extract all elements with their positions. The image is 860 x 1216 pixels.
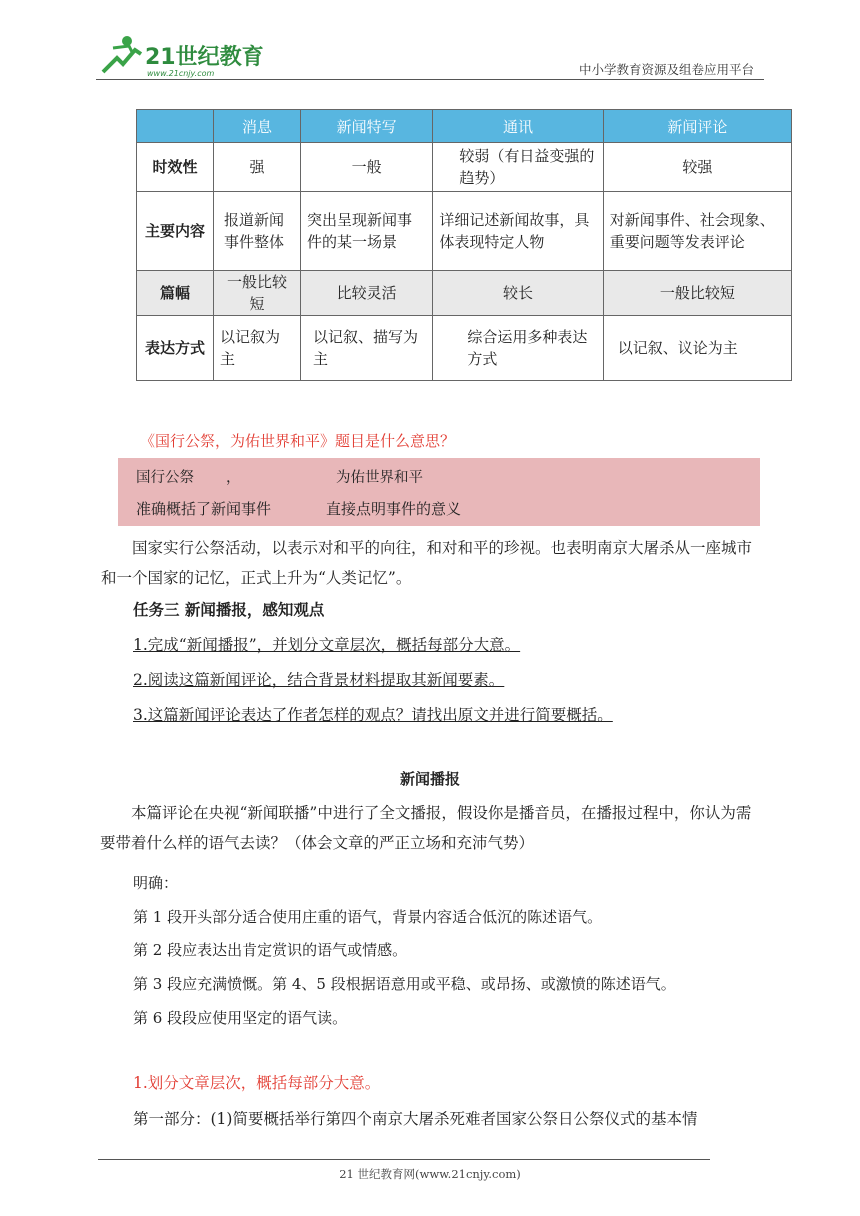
news-genre-table [136, 109, 792, 381]
footer-divider [98, 1159, 710, 1160]
table-cell: 以记叙为主 [214, 316, 301, 381]
table-cell: 以记叙、议论为主 [603, 316, 791, 381]
row-heading: 时效性 [137, 143, 214, 192]
header-divider [96, 79, 764, 80]
answer-box [118, 458, 760, 526]
table-cell: 比较灵活 [301, 271, 433, 316]
task-item: 2.阅读这篇新闻评论，结合背景材料提取其新闻要素。 [133, 671, 505, 689]
answer-comma: ， [226, 470, 241, 486]
paragraph: 第一部分：(1)简要概括举行第四个南京大屠杀死难者国家公祭日公祭仪式的基本情 [133, 1110, 698, 1128]
footer-text: 21 世纪教育网(www.21cnjy.com) [339, 1167, 521, 1181]
table-cell: 一般比较短 [603, 271, 791, 316]
table-cell: 一般 [301, 143, 433, 192]
table-cell: 一般比较短 [214, 271, 301, 316]
explanation-line: 第 3 段应充满愤慨。第 4、5 段根据语意用或平稳、或昂扬、或激愤的陈述语气。 [133, 975, 676, 993]
table-row [137, 192, 792, 271]
table-header-cell: 新闻评论 [603, 110, 791, 143]
explanation-line: 第 1 段开头部分适合使用庄重的语气，背景内容适合低沉的陈述语气。 [133, 908, 603, 926]
table-cell: 突出呈现新闻事件的某一场景 [301, 192, 433, 271]
table-header-cell: 新闻特写 [301, 110, 433, 143]
svg-text:21世纪教育: 21世纪教育 [145, 45, 263, 70]
answer-part1: 国行公祭 [136, 470, 194, 486]
answer-part2: 为佑世界和平 [336, 470, 423, 486]
red-heading: 1.划分文章层次，概括每部分大意。 [133, 1074, 381, 1092]
task-item: 3.这篇新闻评论表达了作者怎样的观点？请找出原文并进行简要概括。 [133, 706, 613, 724]
svg-text:www.21cnjy.com: www.21cnjy.com [147, 69, 215, 78]
table-header-row [137, 110, 792, 143]
answer-line2b: 直接点明事件的意义 [326, 500, 462, 518]
logo [93, 32, 263, 80]
table-header-cell [137, 110, 214, 143]
explanation-line: 第 2 段应表达出肯定赏识的语气或情感。 [133, 941, 408, 959]
table-row [137, 271, 792, 316]
task-heading: 任务三 新闻播报，感知观点 [133, 600, 325, 619]
table-row [137, 143, 792, 192]
paragraph: 本篇评论在央视“新闻联播”中进行了全文播报，假设你是播音员，在播报过程中，你认为需要带着什么样的语气去读？（体会文章的严正立场和充沛气势） [100, 804, 752, 852]
table-cell: 较弱（有日益变强的趋势） [433, 143, 603, 192]
explanation-line: 第 6 段段应使用坚定的语气读。 [133, 1009, 348, 1027]
table-header-cell: 消息 [214, 110, 301, 143]
answer-line2a: 准确概括了新闻事件 [136, 500, 272, 518]
paragraph: 国家实行公祭活动，以表示对和平的向往，和对和平的珍视。也表明南京大屠杀从一座城市和一个国家的记忆，正式上升为“人类记忆”。 [101, 539, 753, 587]
table-row [137, 316, 792, 381]
mingque-label: 明确： [133, 874, 179, 892]
task-item: 1.完成“新闻播报”，并划分文章层次，概括每部分大意。 [133, 636, 521, 654]
table-cell: 详细记述新闻故事，具体表现特定人物 [433, 192, 603, 271]
table-header-cell: 通讯 [433, 110, 603, 143]
row-heading: 篇幅 [137, 271, 214, 316]
table-cell: 以记叙、描写为主 [301, 316, 433, 381]
section-title: 新闻播报 [399, 770, 460, 788]
question-title: 《国行公祭，为佑世界和平》题目是什么意思？ [140, 432, 456, 450]
platform-name: 中小学教育资源及组卷应用平台 [578, 62, 754, 77]
row-heading: 表达方式 [137, 316, 214, 381]
table-cell: 较长 [433, 271, 603, 316]
table-cell: 对新闻事件、社会现象、重要问题等发表评论 [603, 192, 791, 271]
table-cell: 较强 [603, 143, 791, 192]
row-heading: 主要内容 [137, 192, 214, 271]
table-cell: 综合运用多种表达方式 [433, 316, 603, 381]
table-cell: 强 [214, 143, 301, 192]
table-cell: 报道新闻事件整体 [214, 192, 301, 271]
